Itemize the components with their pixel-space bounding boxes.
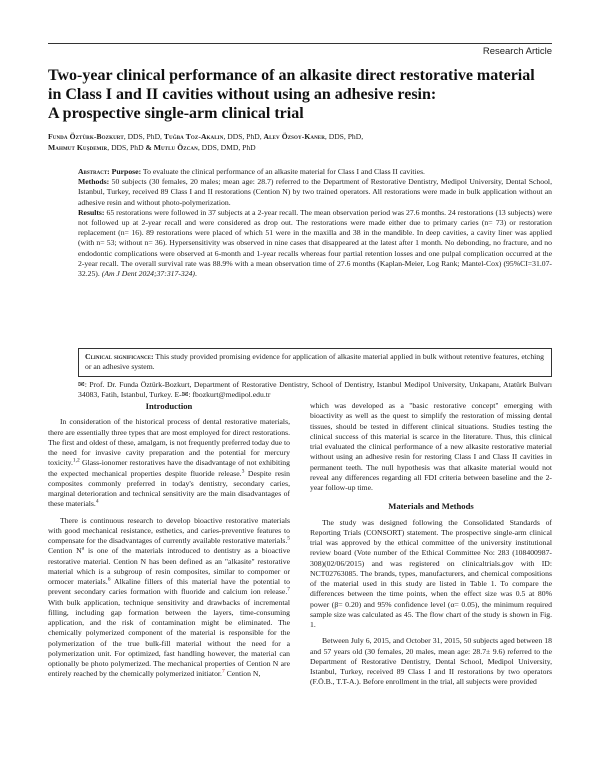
title-line: Two-year clinical performance of an alkasite direct restorative material [48,67,535,84]
intro-text: Alkaline fillers of this material have the potential to prevent secondary caries formation with fluoride and calcium ion release. [48,577,290,597]
intro-paragraph-continued: which was developed as a "basic restorative concept" emerging with bioactivity as well as the quest to simplify the restoration of missing dental tissues, should be tested in different clinical situations. Studies testing the clinical success of this material is scarce in the literature. Thus, this clinical trial evaluated the clinical performance of a new alkasite restorative material without using an adhesive resin for restoring Class I and Class II cavities in permanent teeth. The null hypothesis was that alkasite material would not reveal any differences regarding all FDI criteria between baseline and the 2-year follow-up time. [310,401,552,492]
results-text: 65 restorations were followed in 37 subjects at a 2-year recall. The mean observation period was 27.6 months. 24 restorations (13 subjects) were not followed up at 2-year recall and were considered as drop out. The restorations were made either due to primary caries (n= 73) or restoration replacement (n= 16). 89 restorations were placed of which 51 were in the maxilla and 38 in the mandible. In deep cavities, a cavity liner was applied (with n= 53; without n= 36). Hypersensitivity was observed in nine cases that disappeared at the latest after 1 month. No debonding, no fracture, and no endodontic complications were observed at 6-month and 1-year recalls whereas four partial retention losses and one pulpal complication occurred at the 2-year recall. The overall survival rate was 88.9% with a mean observation time of 27.6 months (Kaplan-Meier, Log Rank; Mantel-Cox) (95%CI=31.07-32.25). [78,207,552,279]
intro-paragraph [48,417,290,509]
abstract-methods [78,177,552,208]
abstract [78,167,552,279]
reference-marker[interactable]: 5 [287,535,290,542]
significance-text: This study provided promising evidence for application of alkasite material applied in bulk without retentive features, etching or an adhesive system. [85,352,544,372]
title-line: A prospective single-arm clinical trial [48,105,304,122]
author-name: Tuğba Toz-Akalin [163,132,224,141]
methods-label: Methods: [78,177,110,187]
methods-paragraph: Between July 6, 2015, and October 31, 2015, 50 subjects aged between 18 and 57 years old (30 females, 20 males, mean age: 28.7± 9.6) referred to the Department of Restorative Dentistry, Dental School, Medipol University, Istanbul, Turkey, received 89 Class I and II restorations by two operators (F.Ö.B., T.T-A.). Before enrollment in the trial, all subjects were provided [310,636,552,687]
author-name: Mahmut Kuşdemir [48,143,108,152]
methods-paragraph: The study was designed following the Consolidated Standards of Reporting Trials (CONSORT) statement. The prospective single-arm clinical trial was approved by the ethical committee of the university institutional review board (Vote number of the Ethical Committee No: 283 (108400987-308)(02/06/2015) and was registered on clinicaltrials.gov with ID: NCT02763085. The brands, types, manufacturers, and chemical compositions of the material used in this study are listed in Table 1. To compare the differences between the time points, when the effect size was 0.5 at 80% power (β= 0.20) and 95% confidence level (α= 0.05), the minimum required sample size was calculated as 45. The flow chart of the study is shown in Fig. 1. [310,517,552,629]
correspondence-text: : Prof. Dr. Funda Öztürk-Bozkurt, Department of Restorative Dentistry, School of Dentistry, Istanbul Medipol University, Unkapanı, Atatürk Bulvarı 34083, Fatih, Istanbul, Turkey. E- [78,380,552,400]
section-label: Research Article [482,46,552,57]
intro-text: Despite resin composites commonly preferred in today's dentistry, secondary caries, marginal deterioration and technical sensitivity are the main disadvantages of these materials. [48,468,290,509]
abstract-results [78,208,552,279]
intro-heading: Introduction [145,401,193,411]
intro-text: Cention N [48,546,82,556]
intro-text: Cention N, [224,669,261,679]
intro-paragraph [48,516,290,680]
envelope-icon: ✉ [78,380,85,389]
intro-text: is one of the materials introduced to dentistry as a bioactive restorative material. Cention N has been defined as an "alkasite" restorative material which is a subgroup of resin composites, similar to compomer or ormocer materials. [48,546,290,586]
methods-heading: Materials and Methods [388,501,474,512]
methods-text: 50 subjects (30 females, 20 males; mean age: 28.7) referred to the Department of Restorative Dentistry, Medipol University, Dental School, Istanbul, Turkey, received 89 Class I and II restorations (Cention N) by two trained operators. All restorations were made in bulk application without an adhesive resin and without photo-polymerization. [78,177,552,207]
intro-text: There is continuous research to develop bioactive restorative materials with good mechanical resistance, esthetics, and caries-preventive features to compensate for the disadvantages of currently available restorative materials. [48,515,290,545]
right-column [310,401,552,688]
author-name: Alev Özsoy-Kaner [263,132,325,141]
title-line: in Class I and II cavities without using an adhesive resin: [48,86,437,103]
citation-period: . [195,269,197,279]
author-degrees: , DDS, PhD, [123,132,164,141]
reference-marker[interactable]: 7 [221,668,225,675]
reference-marker[interactable]: 1,2 [72,457,80,464]
results-label: Results: [78,207,105,217]
abstract-purpose [78,167,552,177]
author-list [48,131,540,153]
reference-marker[interactable]: 7 [287,586,290,593]
abstract-label: Abstract: [78,167,110,176]
header-rule [48,43,552,44]
purpose-label: Purpose: [111,167,142,176]
reference-marker[interactable]: 3 [241,467,245,474]
clinical-significance-box [78,348,552,377]
journal-citation: (Am J Dent 2024;37:317-324) [101,269,195,279]
intro-text: Glass-ionomer restoratives have the disadvantage of not exhibiting the expected mechanical properties despite fluoride release. [48,458,290,478]
material-footnote-marker[interactable]: a [81,545,85,552]
author-ampersand: & [145,143,154,152]
intro-text: With bulk application, technique sensitivity and drawbacks of incremental filling, including gap formation between the layers, time-consuming application, and the risk of contamination might be eliminated. The chemically polymerized component of the material is responsible for the polymerization of the true bulk-fill material without the need for a polymerization unit. For optimized, fast handling however, the material can optionally be photo polymerized. The mechanical properties of Cention N are entirely reached by the chemically polymerized initiator. [48,597,290,679]
author-degrees: , DDS, PhD [107,143,146,152]
intro-text: In consideration of the historical process of dental restorative materials, there are essentially three types that are most employed for direct restorations. The first and oldest of these, amalgam, is not frequently preferred today due to the need for invasive cavity preparation and the potential for mercury toxicity. [48,417,290,468]
correspondence-email[interactable]: : fbozkurt@medipol.edu.tr [188,390,271,400]
author-degrees: , DDS, PhD, [324,132,364,141]
author-name: Mutlu Özcan [153,143,198,152]
purpose-text: To evaluate the clinical performance of an alkasite material for Class I and Class II cavities. [141,167,425,176]
significance-label: Clinical significance: [85,352,154,361]
reference-marker[interactable]: 6 [107,576,111,583]
left-column [48,401,290,680]
author-degrees: , DDS, DMD, PhD [197,143,256,152]
author-degrees: , DDS, PhD, [223,132,264,141]
author-name: Funda Öztürk-Bozkurt [48,132,124,141]
correspondence [78,380,552,400]
reference-marker[interactable]: 4 [95,498,99,505]
envelope-icon: ✉ [181,390,189,400]
article-title [48,66,552,123]
